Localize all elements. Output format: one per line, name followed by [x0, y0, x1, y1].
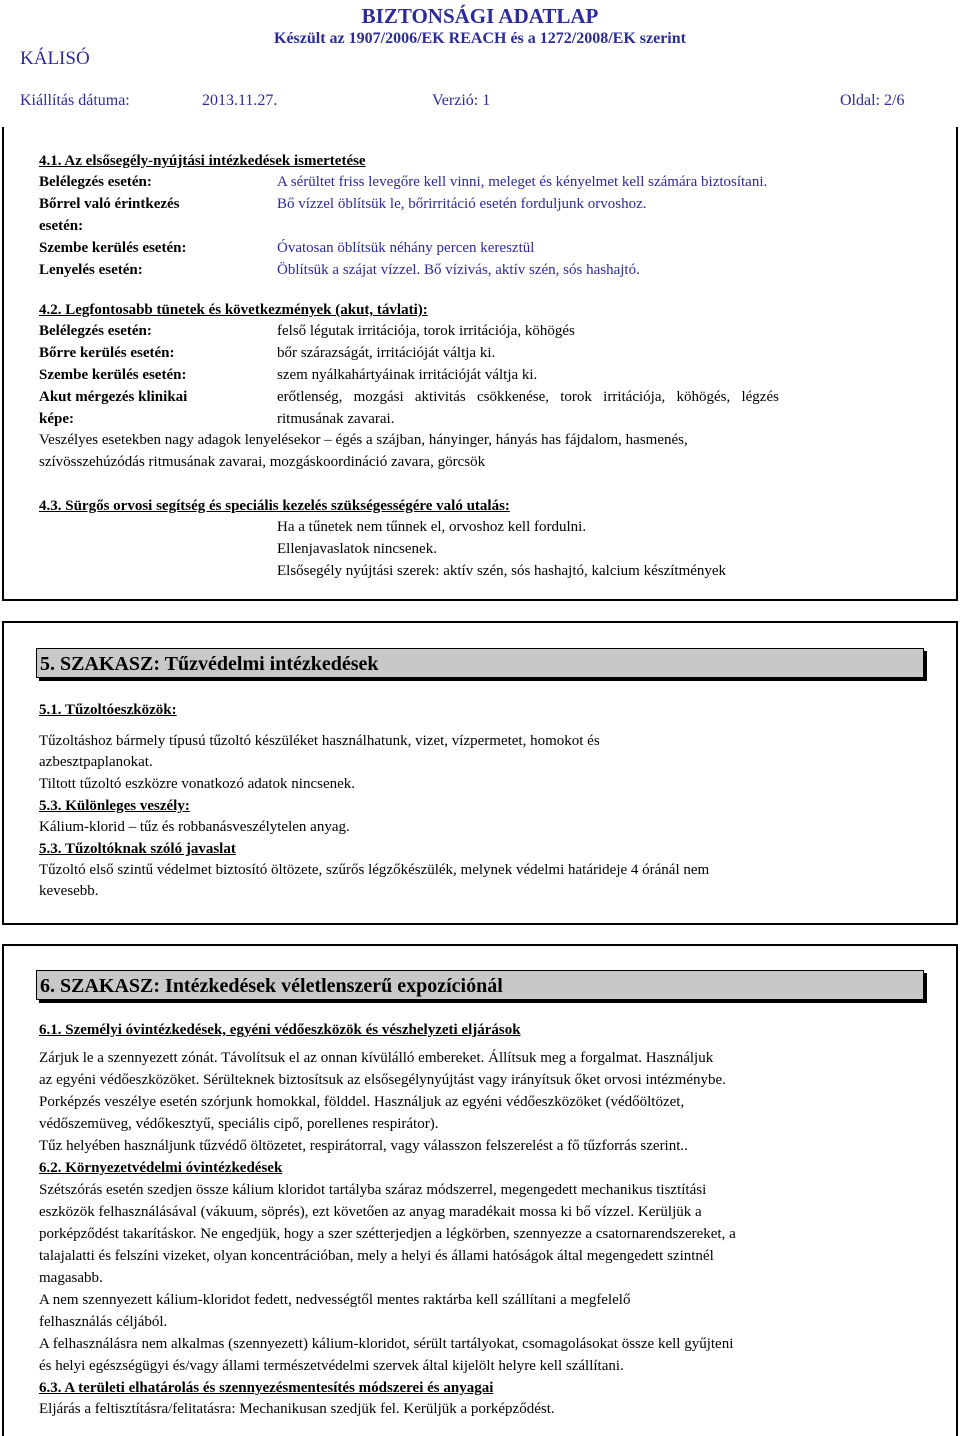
paragraph: Szétszórás esetén szedjen össze kálium kloridot tartályba száraz módszerrel, megengedett mechanikus tisztítási — [39, 1182, 707, 1198]
regulation-subtitle: Készült az 1907/2006/EK REACH és a 1272/2008/EK szerint — [274, 30, 686, 47]
paragraph: Zárjuk le a szennyezett zónát. Távolítsuk el az onnan kívülálló embereket. Állítsuk meg a forgalmat. Használjuk — [39, 1050, 714, 1066]
issue-date-value: 2013.11.27. — [202, 92, 278, 109]
paragraph: az egyéni védőeszközöket. Sérülteknek biztosítsuk az elsősegélynyújtást vagy irányítsuk őket orvosi intézménybe. — [39, 1072, 726, 1088]
medical-advice-line: Ellenjavaslatok nincsenek. — [277, 541, 437, 557]
paragraph: Tűzoltáshoz bármely típusú tűzoltó készüléket használhatunk, vizet, vízpermetet, homokot és — [39, 733, 600, 749]
paragraph: talajalatti és felszíni vizeket, olyan koncentrációban, mely a helyi és állami hatóságok által megengedett szintnél — [39, 1248, 714, 1264]
symptom-value: szem nyálkahártyáinak irritációját váltja ki. — [277, 367, 538, 383]
paragraph: Tiltott tűzoltó eszközre vonatkozó adatok nincsenek. — [39, 776, 356, 792]
first-aid-value: Bő vízzel öblítsük le, bőrirritáció esetén forduljunk orvoshoz. — [277, 196, 647, 212]
page-number: Oldal: 2/6 — [840, 92, 905, 109]
symptom-label: Bőrre kerülés esetén: — [39, 345, 175, 361]
acute-poisoning-value: ritmusának zavarai. — [277, 411, 395, 427]
paragraph: Eljárás a feltisztításra/felitatásra: Mechanikusan szedjük fel. Kerüljük a porképződést. — [39, 1401, 555, 1417]
subsection-5-1-heading: 5.1. Tűzoltóeszközök: — [39, 702, 177, 718]
symptom-value: felső légutak irritációja, torok irritációja, köhögés — [277, 323, 575, 339]
first-aid-label: esetén: — [39, 218, 84, 234]
paragraph: Tűz helyében használjunk tűzvédő öltözetet, respirátorral, vagy válasszon felszerelést a fő tűzforrás szerint.. — [39, 1138, 688, 1154]
paragraph: porképződést takarításkor. Ne engedjük, hogy a szer szétterjedjen a légkörben, szennyezze a csatornarendszereket, a — [39, 1226, 736, 1242]
subsection-6-1-heading: 6.1. Személyi óvintézkedések, egyéni védőeszközök és vészhelyzeti eljárások — [39, 1022, 521, 1038]
subsection-4-1-heading: 4.1. Az elsősegély-nyújtási intézkedések ismertetése — [39, 153, 366, 169]
symptom-label: Szembe kerülés esetén: — [39, 367, 187, 383]
medical-advice-line: Ha a tűnetek nem tűnnek el, orvoshoz kell fordulni. — [277, 519, 587, 535]
paragraph: eszközök felhasználásával (vákuum, söprés), ezt követően az anyag maradékait mossa ki bő vízzel. Kerüljük a — [39, 1204, 702, 1220]
first-aid-value: A sérültet friss levegőre kell vinni, meleget és kényelmet kell számára biztosítani. — [277, 174, 768, 190]
first-aid-label: Lenyelés esetén: — [39, 262, 143, 278]
acute-poisoning-label: képe: — [39, 411, 74, 427]
paragraph: A nem szennyezett kálium-kloridot fedett, nedvességtől mentes raktárba kell szállítani a megfelelő — [39, 1292, 631, 1308]
danger-text: Veszélyes esetekben nagy adagok lenyelésekor – égés a szájban, hányinger, hányás has fájdalom, hasmenés, — [39, 432, 688, 448]
first-aid-label: Belélegzés esetén: — [39, 174, 152, 190]
acute-poisoning-value: erőtlenség, mozgási aktivitás csökkenése, torok irritációja, köhögés, légzés — [277, 389, 779, 405]
first-aid-label: Szembe kerülés esetén: — [39, 240, 187, 256]
paragraph: A felhasználásra nem alkalmas (szennyezett) kálium-kloridot, sérült tartályokat, csomagolásokat össze kell gyűjteni — [39, 1336, 734, 1352]
issue-date-label: Kiállítás dátuma: — [20, 92, 130, 109]
first-aid-label: Bőrrel való érintkezés — [39, 196, 180, 212]
first-aid-value: Óvatosan öblítsük néhány percen keresztül — [277, 240, 535, 256]
subsection-5-3b-heading: 5.3. Tűzoltóknak szóló javaslat — [39, 841, 236, 857]
section-6-title: 6. SZAKASZ: Intézkedések véletlenszerű expozíciónál — [36, 970, 924, 1000]
version-label: Verzió: 1 — [432, 92, 491, 109]
first-aid-value: Öblítsük a szájat vízzel. Bő vízivás, aktív szén, sós hashajtó. — [277, 262, 640, 278]
paragraph: Kálium-klorid – tűz és robbanásveszélytelen anyag. — [39, 819, 350, 835]
paragraph: azbesztpaplanokat. — [39, 754, 153, 770]
danger-text: szívösszehúzódás ritmusának zavarai, mozgáskoordináció zavara, görcsök — [39, 454, 486, 470]
section-5-title: 5. SZAKASZ: Tűzvédelmi intézkedések — [36, 648, 924, 678]
subsection-5-3-heading: 5.3. Különleges veszély: — [39, 798, 190, 814]
document-header — [0, 0, 960, 128]
subsection-4-3-heading: 4.3. Sürgős orvosi segítség és speciális kezelés szükségességére való utalás: — [39, 498, 510, 514]
paragraph: Tűzoltó első szintű védelmet biztosító öltözete, szűrős légzőkészülék, melynek védelmi határideje 4 óránál nem — [39, 862, 710, 878]
subsection-4-2-heading: 4.2. Legfontosabb tünetek és következmények (akut, távlati): — [39, 302, 428, 318]
paragraph: és helyi egészségügyi és/vagy állami természetvédelmi szervek által kijelölt helyre kell szállítani. — [39, 1358, 624, 1374]
subsection-6-3-heading: 6.3. A területi elhatárolás és szennyezésmentesítés módszerei és anyagai — [39, 1380, 494, 1396]
symptom-label: Belélegzés esetén: — [39, 323, 152, 339]
symptom-value: bőr szárazságát, irritációját váltja ki. — [277, 345, 496, 361]
medical-advice-line: Elsősegély nyújtási szerek: aktív szén, sós hashajtó, kalcium készítmények — [277, 563, 727, 579]
subsection-6-2-heading: 6.2. Környezetvédelmi óvintézkedések — [39, 1160, 283, 1176]
paragraph: magasabb. — [39, 1270, 103, 1286]
paragraph: Porképzés veszélye esetén szórjunk homokkal, földdel. Használjuk az egyéni védőeszközöket (védőöltözet, — [39, 1094, 685, 1110]
paragraph: kevesebb. — [39, 883, 99, 899]
product-name: KÁLISÓ — [20, 48, 90, 69]
acute-poisoning-label: Akut mérgezés klinikai — [39, 389, 188, 405]
document-title: BIZTONSÁGI ADATLAP — [361, 4, 599, 28]
paragraph: védőszemüveg, védőkesztyű, speciális cipő, porellenes respirátor). — [39, 1116, 439, 1132]
paragraph: felhasználás céljából. — [39, 1314, 168, 1330]
